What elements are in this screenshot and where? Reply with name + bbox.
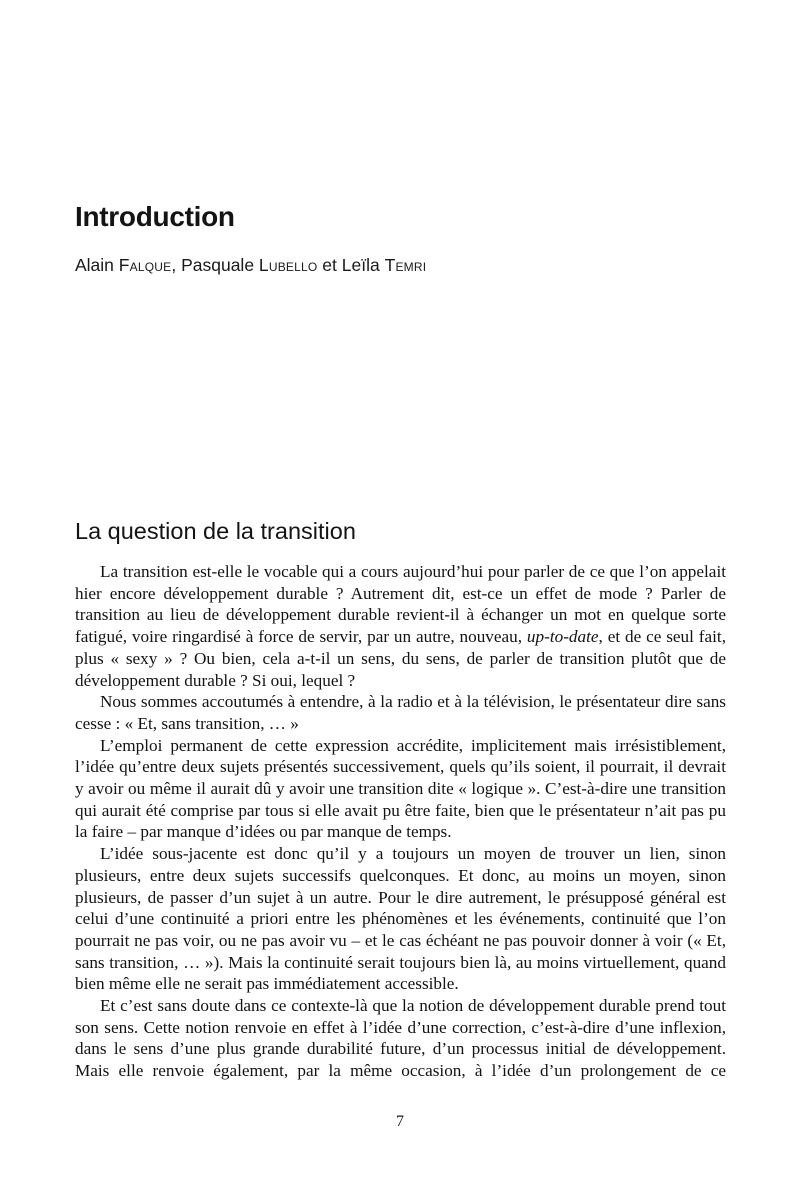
paragraph xyxy=(75,995,726,1082)
chapter-title: Introduction xyxy=(75,201,235,232)
paragraph xyxy=(75,691,726,734)
page-number: 7 xyxy=(396,1113,404,1130)
text-segment: up-to-date xyxy=(526,627,599,647)
body-text xyxy=(75,561,726,1082)
text-segment: La transition est-elle le vocable qui a cours aujourd’hui pour parler de ce que l’on appelait hier encore développement durable ? Autrement dit, est-ce un effet de mode ? Parler de transition au lieu de développement durable revient-il à échanger un mot en quelque sorte fatigué, voire ringardisé à force de servir, par un autre, nouveau, xyxy=(75,562,726,647)
text-segment: Falque xyxy=(118,255,172,275)
text-segment: Temri xyxy=(384,255,427,275)
text-segment: et Leïla xyxy=(317,255,385,275)
text-segment: , Pasquale xyxy=(171,255,259,275)
text-segment: Nous sommes accoutumés à entendre, à la radio et à la télévision, le présentateur dire sans cesse : « Et, sans transition, … » xyxy=(75,692,726,733)
text-segment: L’idée sous-jacente est donc qu’il y a toujours un moyen de trouver un lien, sinon plusieurs, entre deux sujets successifs quelconques. Et donc, au moins un moyen, sinon plusieurs, de passer d’un sujet à un autre. Pour le dire autrement, le présupposé général est celui d’une continuité a priori entre les phénomènes et les événements, continuité que l’on pourrait ne pas voir, ou ne pas avoir vu – et le cas échéant ne pas pouvoir donner à voir (« Et, sans transition, … »). Mais la continuité serait toujours bien là, au moins virtuellement, quand bien même elle ne serait pas immédiatement accessible. xyxy=(75,844,726,994)
text-segment: Lubello xyxy=(258,255,318,275)
text-segment: Alain xyxy=(75,255,119,275)
paragraph xyxy=(75,561,726,691)
paragraph xyxy=(75,735,726,844)
text-segment: , et de ce seul fait, plus « sexy » ? Ou bien, cela a-t-il un sens, du sens, de parler de transition plutôt que de développement durable ? Si oui, lequel ? xyxy=(75,627,726,690)
section-heading: La question de la transition xyxy=(75,518,356,544)
paragraph xyxy=(75,843,726,995)
text-segment: Et c’est sans doute dans ce contexte-là que la notion de développement durable prend tout son sens. Cette notion renvoie en effet à l’idée d’une correction, c’est-à-dire d’une inflexion, dans le sens d’une plus grande durabilité future, d’un processus initial de développement. Mais elle renvoie également, par la même occasion, à l’idée d’un prolongement de ce xyxy=(75,996,726,1081)
text-segment: L’emploi permanent de cette expression accrédite, implicitement mais irrésistiblement, l’idée qu’entre deux sujets présentés successivement, quels qu’ils soient, il pourrait, il devrait y avoir ou même il aurait dû y avoir une transition dite « logique ». C’est-à-dire une transition qui aurait été comprise par tous si elle avait pu être faite, bien que le présentateur n’ait pas pu la faire – par manque d’idées ou par manque de temps. xyxy=(75,735,726,842)
authors-line xyxy=(75,254,426,276)
